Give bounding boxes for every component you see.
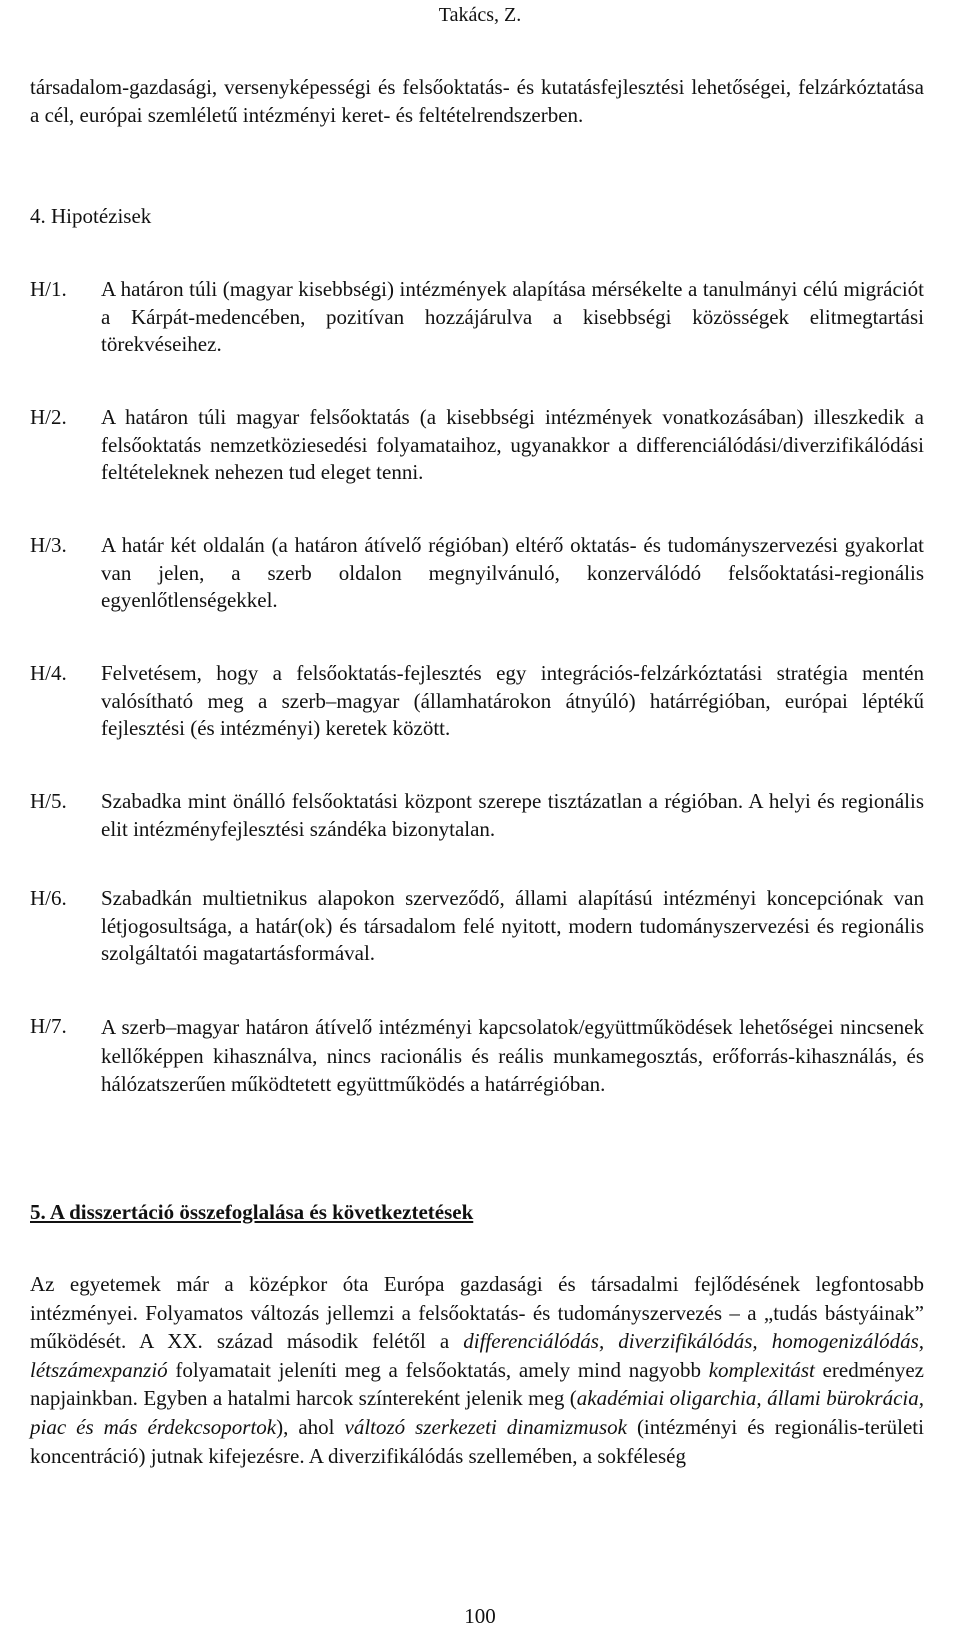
hypothesis-text: A határon túli magyar felsőoktatás (a kisebbségi intézmények vonatkozásában) illeszkedik a felsőoktatás nemzetköziesedési folyamataihoz, ugyanakkor a differenciálódási/diverzifikálódási feltételeknek nehezen tud eleget tenni. (101, 405, 924, 484)
hypothesis-label: H/1. (30, 277, 67, 301)
conclusion-text: folyamatait jeleníti meg a felsőoktatás, amely mind nagyobb (167, 1357, 709, 1382)
section-heading-conclusions: 5. A disszertáció összefoglalása és következtetések (30, 1200, 474, 1224)
hypothesis-text: Szabadkán multietnikus alapokon szerveződő, állami alapítású intézményi koncepciónak van létjogosultsága, a határ(ok) és társadalom felé nyitott, modern tudományszervezési és regionális szolgáltatói magatartásformával. (101, 886, 924, 965)
conclusion-text: (intézményi és regionális-területi koncentráció) jutnak kifejezésre. A diverzifikálódás szellemében, a sokféleség (30, 1414, 924, 1468)
hypothesis-label: H/2. (30, 405, 67, 429)
section-heading-hypotheses: 4. Hipotézisek (30, 204, 152, 228)
intro-paragraph: társadalom-gazdasági, versenyképességi és felsőoktatás- és kutatásfejlesztési lehetőségei, felzárkóztatása a cél, európai szemléletű intézményi keret- és feltételrendszerben. (30, 75, 924, 127)
hypothesis-text: A szerb–magyar határon átívelő intézményi kapcsolatok/együttműködések lehetőségei nincsenek kellőképpen kihasználva, nincs racionális és reális munkamegosztás, erőforrás-kihasználás, és hálózatszerűen működtetett együttműködés a határrégióban. (101, 1015, 924, 1096)
conclusion-text: Az egyetemek már a középkor óta Európa gazdasági és társadalmi fejlődésének legfontosabb intézményei. Folyamatos változás jellemzi a felsőoktatás- és tudományszervezés – a „tudás bástyáinak” működését. A XX. század második felétől a (30, 1272, 924, 1354)
conclusion-italic-text: változó szerkezeti dinamizmusok (344, 1414, 627, 1439)
hypothesis-label: H/3. (30, 533, 67, 557)
hypothesis-label: H/6. (30, 886, 67, 910)
hypothesis-text: Felvetésem, hogy a felsőoktatás-fejlesztés egy integrációs-felzárkóztatási stratégia mentén valósítható meg a szerb–magyar (államhatárokon átnyúló) határrégióban, európai léptékű fejlesztési (és intézményi) keretek között. (101, 661, 924, 740)
hypothesis-text: Szabadka mint önálló felsőoktatási központ szerepe tisztázatlan a régióban. A helyi és regionális elit intézményfejlesztési szándéka bizonytalan. (101, 789, 924, 841)
conclusion-italic-text: differenciálódás, diverzifikálódás, homogenizálódás, létszámexpanzió (30, 1329, 924, 1382)
hypothesis-label: H/4. (30, 661, 67, 685)
conclusion-italic-text: komplexitást (708, 1357, 815, 1382)
hypothesis-label: H/5. (30, 789, 67, 813)
conclusion-paragraph (30, 1270, 924, 1470)
page-number: 100 (464, 1604, 496, 1628)
running-head-author: Takács, Z. (438, 4, 522, 26)
conclusion-text: eredményez napjainkban. Egyben a hatalmi harcok színtereként jelenik meg ( (30, 1357, 924, 1411)
hypothesis-text: A határ két oldalán (a határon átívelő régióban) eltérő oktatás- és tudományszervezési gyakorlat van jelen, a szerb oldalon megnyilvánuló, konzerválódó felsőoktatási-regionális egyenlőtlenségekkel. (101, 533, 924, 612)
conclusion-text: ), ahol (276, 1414, 345, 1439)
conclusion-italic-text: akadémiai oligarchia, állami bürokrácia, piac és más érdekcsoportok (30, 1386, 924, 1439)
hypothesis-label: H/7. (30, 1014, 67, 1038)
hypothesis-text: A határon túli (magyar kisebbségi) intézmények alapítása mérsékelte a tanulmányi célú migrációt a Kárpát-medencében, pozitívan hozzájárulva a kisebbségi közösségek elitmegtartási törekvéseihez. (101, 277, 924, 356)
